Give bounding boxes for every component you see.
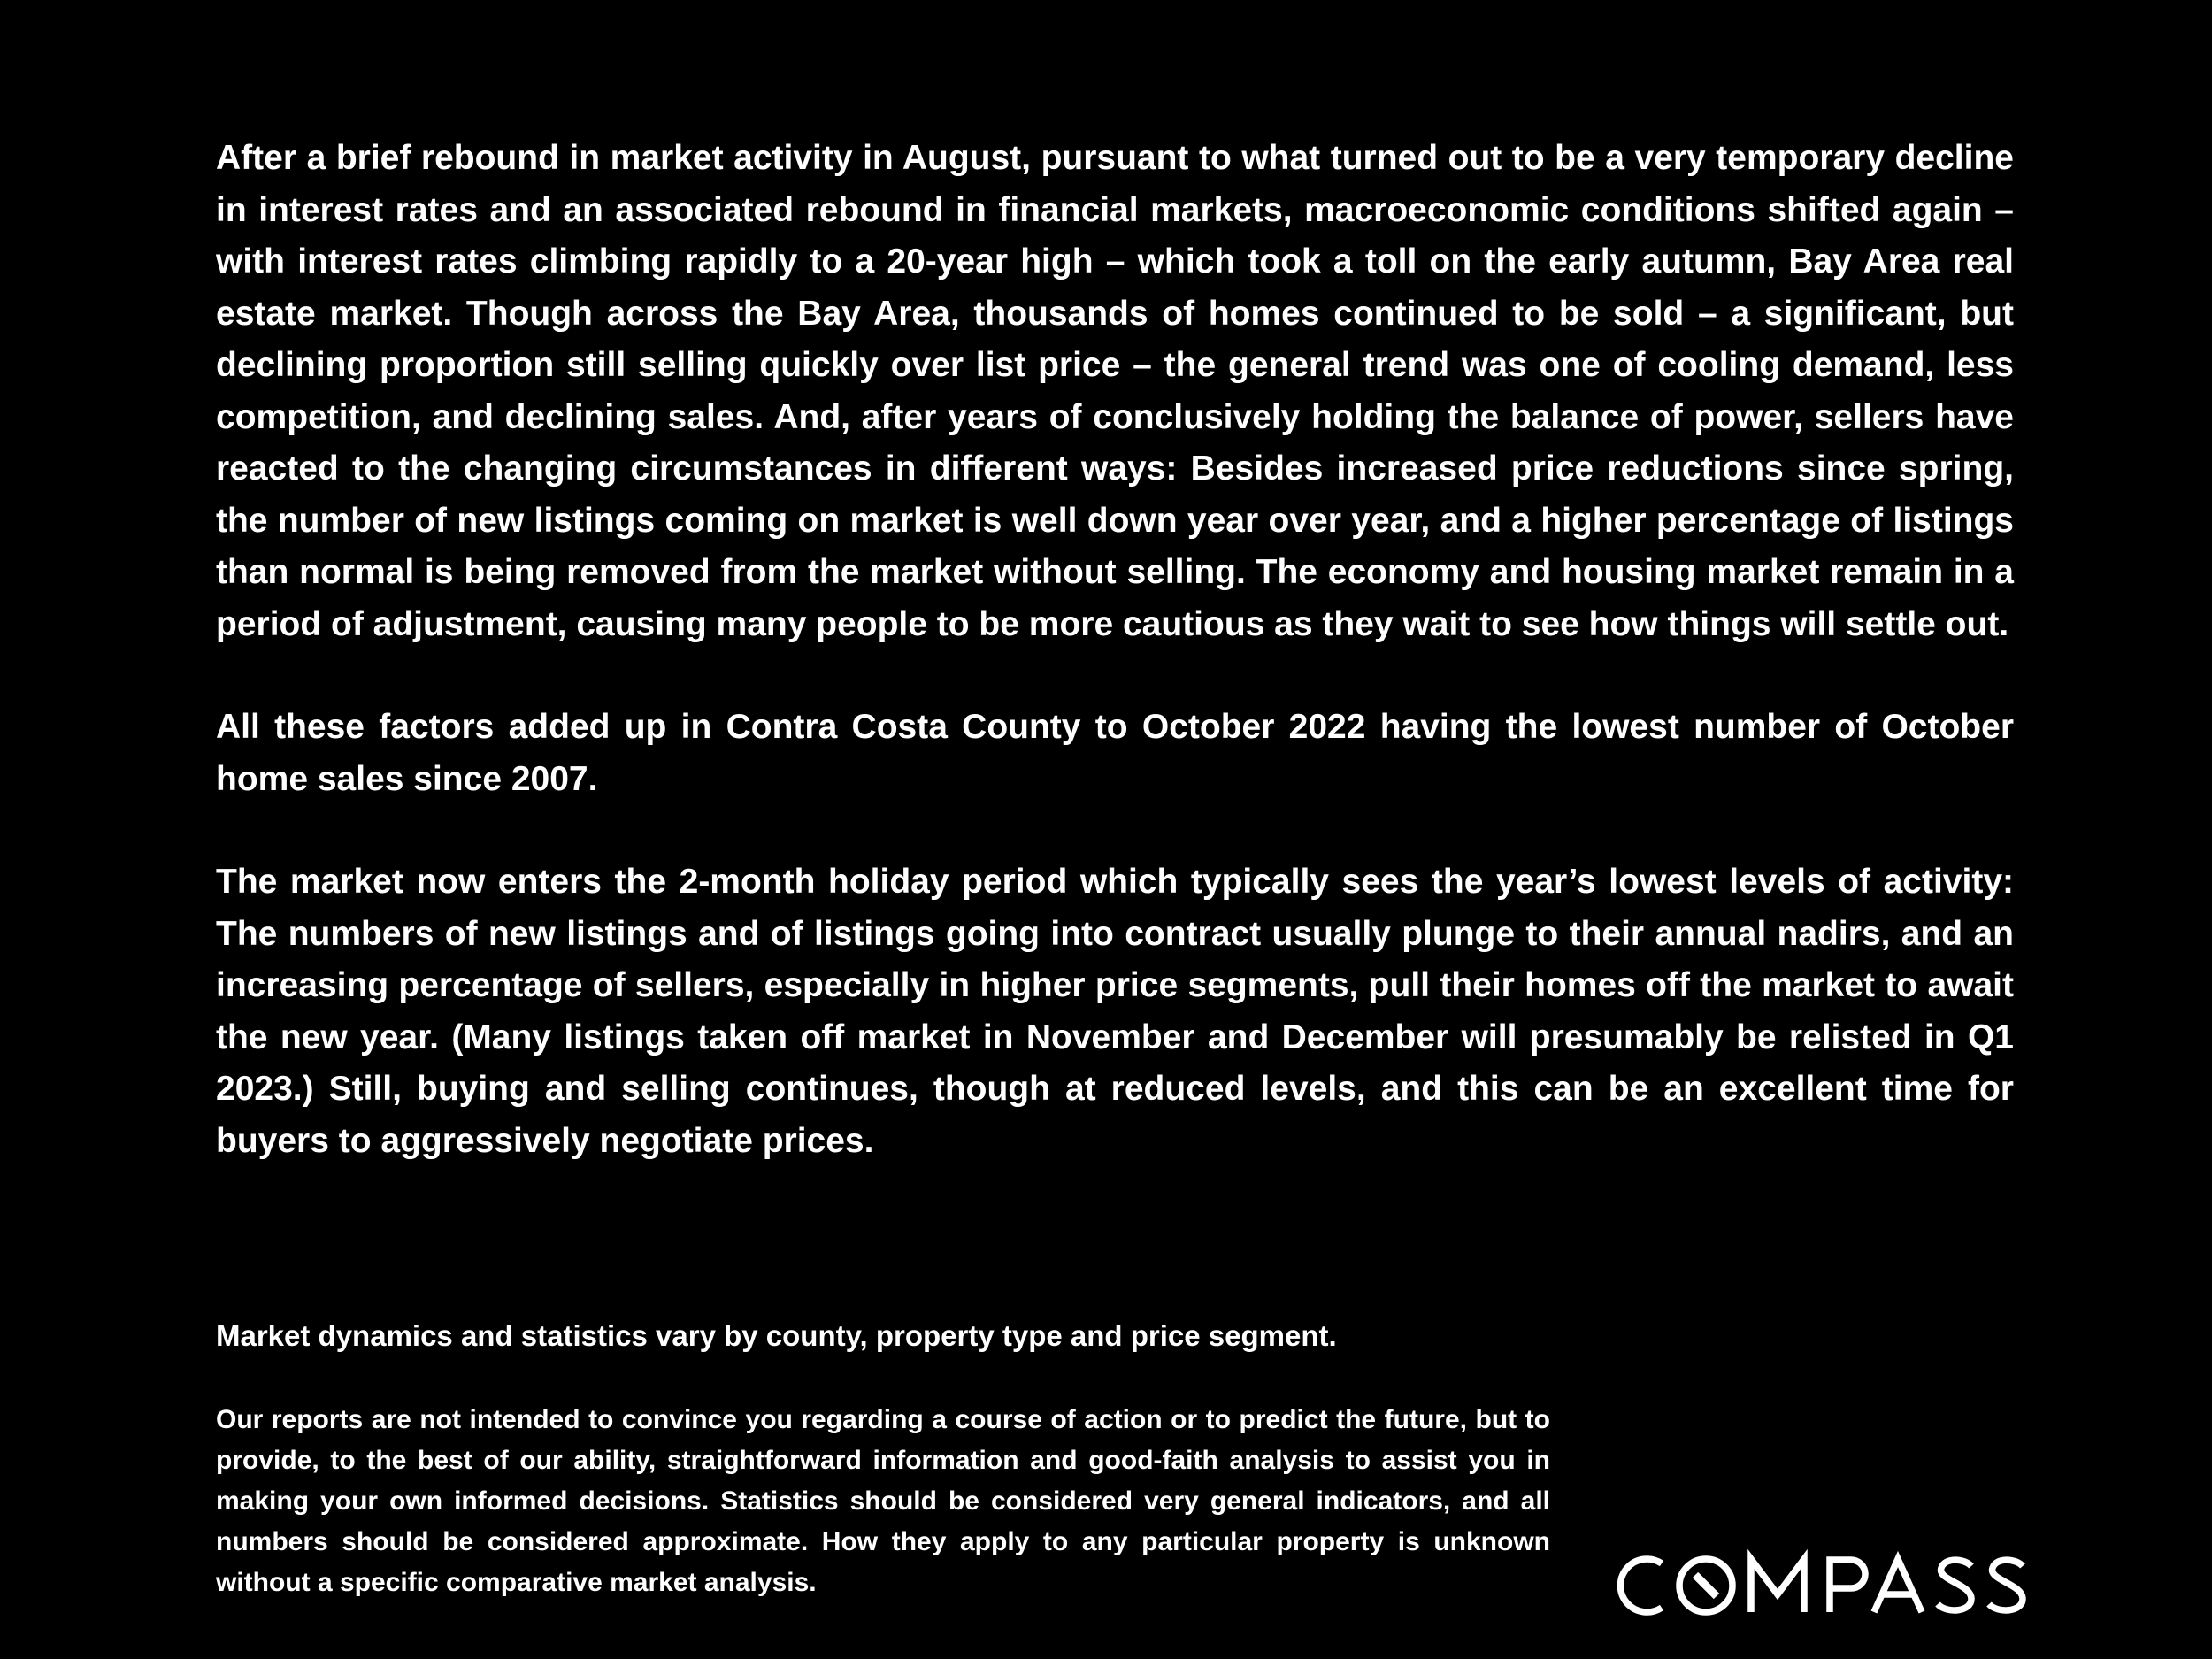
paragraph-holiday-outlook: The market now enters the 2-month holiday period which typically sees the year’s lowest levels of activity: The numbers of new listings and of listings going into contract usually plunge to their annual nadirs, and an increasing percentage of sellers, especially in higher price segments, pull their homes off the market to await the new year. (Many listings taken off market in November and December will presumably be relisted in Q1 2023.) Still, buying and selling continues, though at reduced levels, and this can be an excellent time for buyers to aggressively negotiate prices. — [216, 863, 2014, 1160]
paragraph-county-sales: All these factors added up in Contra Costa County to October 2022 having the lowest number of October home sales since 2007. — [216, 708, 2014, 798]
compass-logo-icon — [1609, 1548, 2069, 1623]
disclaimer-text: Our reports are not intended to convince you regarding a course of action or to predict the future, but to provide, to the best of our ability, straightforward information and good-faith analysis to assist you in making your own informed decisions. Statistics should be considered very general indicators, and all numbers should be considered approximate. How they apply to any particular property is unknown without a specific comparative market analysis. — [216, 1405, 1550, 1597]
paragraph-market-overview: After a brief rebound in market activity in August, pursuant to what turned out to be a very temporary decline in interest rates and an associated rebound in financial markets, macroeconomic conditions shifted again – with interest rates climbing rapidly to a 20-year high – which took a toll on the early autumn, Bay Area real estate market. Though across the Bay Area, thousands of homes continued to be sold – a significant, but declining proportion still selling quickly over list price – the general trend was one of cooling demand, less competition, and declining sales. And, after years of conclusively holding the balance of power, sellers have reacted to the changing circumstances in different ways: Besides increased price reductions since spring, the number of new listings coming on market is well down year over year, and a higher percentage of listings than normal is being removed from the market without selling. The economy and housing market remain in a period of adjustment, causing many people to be more cautious as they wait to see how things will settle out. — [216, 139, 2014, 643]
market-commentary — [216, 133, 2014, 1167]
market-dynamics-note: Market dynamics and statistics vary by county, property type and price segment. — [216, 1319, 1337, 1352]
